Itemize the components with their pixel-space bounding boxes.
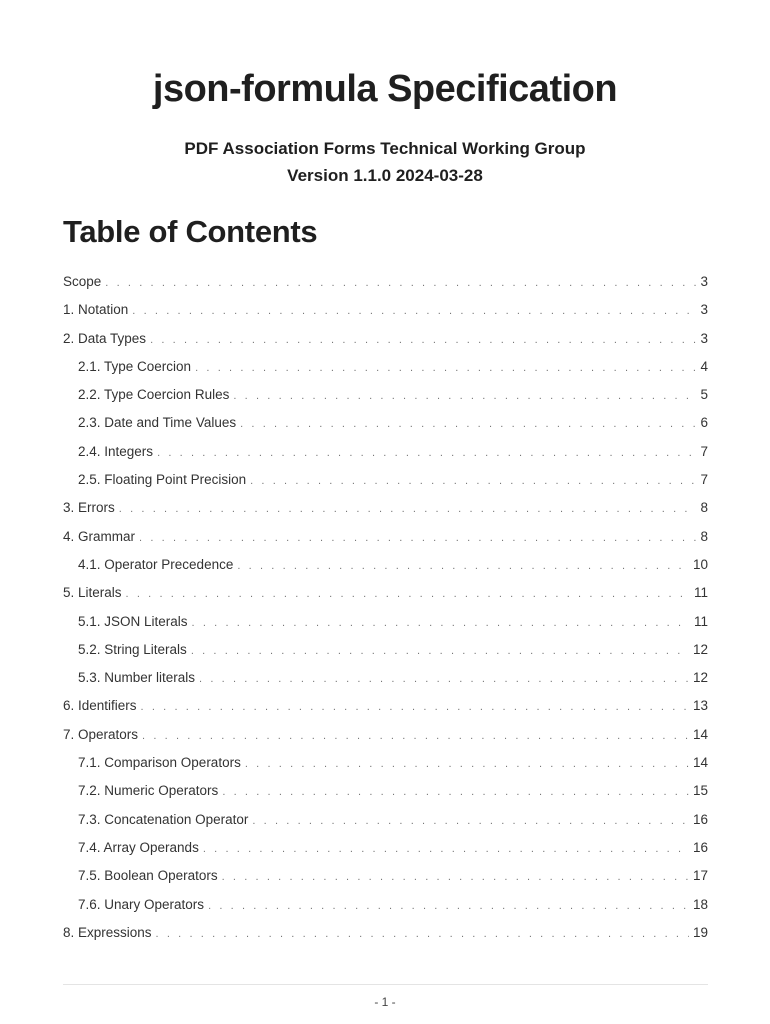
- toc-entry-label[interactable]: 7.5. Boolean Operators: [78, 868, 218, 884]
- toc-entry-label[interactable]: 5.2. String Literals: [78, 641, 187, 657]
- toc-entry[interactable]: [63, 840, 708, 868]
- toc-dot-leader: [195, 362, 696, 374]
- toc-dot-leader: [208, 900, 689, 912]
- toc-entry[interactable]: [63, 387, 708, 415]
- toc-entry-label[interactable]: 7.4. Array Operands: [78, 839, 199, 855]
- toc-entry-label[interactable]: 2. Data Types: [63, 330, 147, 346]
- toc-dot-leader: [222, 786, 689, 798]
- document-subtitle: PDF Association Forms Technical Working Group: [184, 139, 586, 158]
- toc-entry-label[interactable]: 8. Expressions: [63, 924, 152, 940]
- toc-dot-leader: [191, 645, 689, 657]
- toc-entry-label[interactable]: 3. Errors: [63, 500, 115, 516]
- footer-divider: [63, 984, 708, 985]
- toc-entry-label[interactable]: 5. Literals: [63, 585, 122, 601]
- toc-dot-leader: [222, 871, 689, 883]
- toc-entry[interactable]: [63, 274, 708, 302]
- toc-entry[interactable]: [63, 755, 708, 783]
- toc-entry[interactable]: [63, 868, 708, 896]
- toc-dot-leader: [150, 334, 696, 346]
- toc-entry[interactable]: [63, 302, 708, 330]
- toc-entry-label[interactable]: 7.3. Concatenation Operator: [78, 811, 249, 827]
- toc-entry[interactable]: [63, 359, 708, 387]
- toc-entry-page-number[interactable]: 4: [700, 358, 708, 374]
- toc-entry-page-number[interactable]: 8: [700, 528, 708, 544]
- toc-entry[interactable]: [63, 331, 708, 359]
- toc-entry[interactable]: [63, 642, 708, 670]
- toc-entry-page-number[interactable]: 11: [693, 585, 708, 601]
- toc-entry-page-number[interactable]: 11: [693, 613, 708, 629]
- toc-entry-page-number[interactable]: 3: [700, 274, 708, 289]
- toc-entry-page-number[interactable]: 13: [692, 698, 708, 714]
- toc-entry[interactable]: [63, 670, 708, 698]
- toc-entry-page-number[interactable]: 10: [692, 556, 708, 572]
- toc-entry[interactable]: [63, 727, 708, 755]
- toc-entry-page-number[interactable]: 12: [692, 641, 708, 657]
- toc-entry[interactable]: [63, 812, 708, 840]
- toc-entry-page-number[interactable]: 19: [692, 924, 708, 940]
- toc-dot-leader: [157, 447, 696, 459]
- toc-entry[interactable]: [63, 585, 708, 613]
- toc-dot-leader: [240, 418, 696, 430]
- toc-entry-label[interactable]: 7.2. Numeric Operators: [78, 783, 219, 799]
- toc-entry-page-number[interactable]: 15: [692, 783, 708, 799]
- toc-dot-leader: [252, 815, 689, 827]
- toc-entry-label[interactable]: 7.6. Unary Operators: [78, 896, 205, 912]
- toc-entry-label[interactable]: 4. Grammar: [63, 528, 136, 544]
- toc-dot-leader: [126, 588, 690, 600]
- toc-dot-leader: [139, 532, 696, 544]
- toc-entry-page-number[interactable]: 7: [700, 472, 708, 488]
- toc-entry-label[interactable]: 7.1. Comparison Operators: [78, 755, 241, 771]
- document-title: json-formula Specification: [152, 68, 618, 110]
- toc-entry-label[interactable]: 5.3. Number literals: [78, 670, 196, 686]
- toc-entry-page-number[interactable]: 7: [700, 443, 708, 459]
- toc-dot-leader: [119, 503, 697, 515]
- toc-entry-page-number[interactable]: 16: [692, 811, 708, 827]
- toc-entry[interactable]: [63, 472, 708, 500]
- toc-entry[interactable]: [63, 614, 708, 642]
- table-of-contents: [63, 274, 708, 953]
- toc-entry-page-number[interactable]: 17: [692, 868, 708, 884]
- toc-entry-page-number[interactable]: 3: [700, 302, 708, 318]
- toc-dot-leader: [199, 673, 689, 685]
- toc-dot-leader: [105, 277, 696, 289]
- toc-dot-leader: [156, 928, 689, 940]
- toc-entry-label[interactable]: 2.3. Date and Time Values: [78, 415, 237, 431]
- toc-entry-page-number[interactable]: 5: [700, 387, 708, 403]
- toc-heading: Table of Contents: [63, 214, 318, 249]
- toc-dot-leader: [237, 560, 689, 572]
- toc-dot-leader: [142, 730, 689, 742]
- toc-entry-page-number[interactable]: 3: [700, 330, 708, 346]
- toc-entry-label[interactable]: 4.1. Operator Precedence: [78, 556, 234, 572]
- toc-entry-label[interactable]: 5.1. JSON Literals: [78, 613, 188, 629]
- toc-dot-leader: [192, 617, 690, 629]
- toc-dot-leader: [132, 305, 696, 317]
- toc-dot-leader: [250, 475, 696, 487]
- toc-entry-page-number[interactable]: 14: [692, 726, 708, 742]
- toc-entry-label[interactable]: 2.5. Floating Point Precision: [78, 472, 247, 488]
- toc-entry[interactable]: [63, 529, 708, 557]
- toc-dot-leader: [141, 701, 689, 713]
- toc-dot-leader: [203, 843, 689, 855]
- toc-entry[interactable]: [63, 925, 708, 953]
- toc-entry-page-number[interactable]: 6: [700, 415, 708, 431]
- toc-entry[interactable]: [63, 557, 708, 585]
- toc-entry-label[interactable]: 1. Notation: [63, 302, 129, 318]
- toc-entry[interactable]: [63, 783, 708, 811]
- toc-entry-label[interactable]: 2.2. Type Coercion Rules: [78, 387, 230, 403]
- toc-dot-leader: [245, 758, 689, 770]
- toc-entry-label[interactable]: 2.1. Type Coercion: [78, 358, 192, 374]
- toc-entry[interactable]: [63, 444, 708, 472]
- toc-entry-page-number[interactable]: 12: [692, 670, 708, 686]
- document-version: Version 1.1.0 2024-03-28: [287, 166, 483, 185]
- toc-entry-page-number[interactable]: 18: [692, 896, 708, 912]
- toc-entry-page-number[interactable]: 16: [692, 839, 708, 855]
- toc-entry[interactable]: [63, 897, 708, 925]
- toc-entry[interactable]: [63, 500, 708, 528]
- page-number: - 1 -: [374, 995, 396, 1009]
- toc-entry[interactable]: [63, 698, 708, 726]
- toc-entry-page-number[interactable]: 8: [700, 500, 708, 516]
- toc-entry[interactable]: [63, 415, 708, 443]
- toc-entry-label[interactable]: 7. Operators: [63, 726, 139, 742]
- toc-entry-label[interactable]: 6. Identifiers: [63, 698, 137, 714]
- toc-entry-page-number[interactable]: 14: [692, 755, 708, 771]
- toc-dot-leader: [233, 390, 696, 402]
- toc-entry-label[interactable]: Scope: [63, 274, 102, 289]
- toc-entry-label[interactable]: 2.4. Integers: [78, 443, 154, 459]
